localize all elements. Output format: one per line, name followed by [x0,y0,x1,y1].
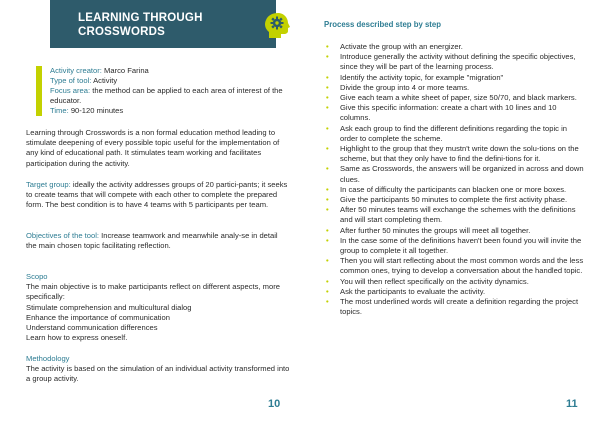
bullet-icon: • [326,52,329,62]
focus-label: Focus area: [50,86,91,95]
creator-value: Marco Farina [104,66,149,75]
time-label: Time: [50,106,69,115]
step-text: Ask each group to find the different definitions regarding the topic in order to complete the scheme. [340,123,567,143]
list-item [324,256,586,276]
bullet-icon: • [326,144,329,154]
step-text: After 50 minutes teams will exchange the schemes with the definitions and will start completing them. [340,205,576,225]
bullet-icon: • [326,72,329,82]
bullet-icon: • [326,42,329,51]
list-item [324,195,586,205]
scope-line: The main objective is to make participants reflect on different aspects, more specifically: [26,282,280,302]
step-text: You will then reflect specifically on the activity dynamics. [340,276,529,286]
bullet-icon: • [326,205,329,215]
tool-type-label: Type of tool: [50,76,92,85]
list-item [324,226,586,236]
list-item [324,297,586,317]
step-text: Give each team a white sheet of paper, size 50/70, and black markers. [340,93,577,103]
objectives-label: Objectives of the tool: [26,231,100,240]
scope-line: Learn how to express oneself. [26,333,128,343]
step-text: Identify the activity topic, for example "migration" [340,72,504,82]
focus-value: the method can be applied to each area of interest of the educator. [50,86,283,105]
list-item [324,93,586,103]
bullet-icon: • [326,195,329,205]
creator-line [50,66,305,76]
tool-type-line [50,76,305,86]
step-text: Then you will start reflecting about the most common words and the less common ones, trying to develop a conversation about the handled topic. [340,256,584,276]
methodology-text: The activity is based on the simulation of an individual activity transformed into a group activity. [26,364,290,384]
list-item [324,205,586,225]
list-item [324,73,586,83]
bullet-icon: • [326,103,329,113]
focus-line [50,86,305,106]
intro-paragraph: Learning through Crosswords is a non formal education method leading to stimulate deepening of every possible topic useful for the implementation of any kind of educational path. It stimulates team working and facilitates participation during the activity. [26,128,280,168]
bullet-icon: • [326,276,329,286]
bullet-icon: • [326,123,329,133]
step-text: Same as Crosswords, the answers will be organized in across and down clues. [340,164,584,184]
objectives-text: Increase teamwork and meanwhile analy-se in detail the main chosen topic facilitating reflection. [26,231,278,251]
list-item [324,103,586,123]
list-item [324,164,586,184]
target-group-label: Target group: [26,180,71,189]
list-item [324,185,586,195]
target-group-text: ideally the activity addresses groups of 20 partici-pants; it seeks to create teams that will compete with each other to complete the prepared form. The best condition is to have 4 teams with 5 participants per team. [26,180,288,210]
title-banner [50,0,276,48]
process-heading: Process described step by step [324,20,442,29]
bullet-icon: • [326,164,329,174]
tool-type-value: Activity [93,76,118,85]
list-item [324,83,586,93]
bullet-icon: • [326,93,329,103]
list-item [324,277,586,287]
list-item [324,144,586,164]
bullet-icon: • [326,256,329,266]
time-value: 90-120 minutes [70,106,124,115]
step-text: Give this specific information: create a chart with 10 lines and 10 columns. [340,103,557,123]
bullet-icon: • [326,225,329,235]
methodology-heading: Methodology [26,354,70,363]
step-text: Highlight to the group that they mustn't write down the solu-tions on the scheme, but that they only have to find the defini-tions for it. [340,144,579,164]
list-item [324,236,586,256]
list-item [324,124,586,144]
bullet-icon: • [326,286,329,296]
list-item [324,52,586,72]
list-item [324,287,586,297]
target-group-paragraph [26,180,290,211]
step-text: In case of difficulty the participants can blacken one or more boxes. [340,184,567,194]
step-text: Ask the participants to evaluate the activity. [340,286,486,296]
scope-heading: Scopo [26,272,48,281]
step-text: In the case some of the definitions haven't been found you will invite the group to complete it all together. [340,235,582,256]
methodology-section [26,354,290,385]
process-steps-list [324,42,586,317]
step-text: Divide the group into 4 or more teams. [340,82,470,92]
step-text: After further 50 minutes the groups will meet all together. [340,225,531,235]
step-text: The most underlined words will create a definition regarding the project topics. [340,297,579,317]
right-page [300,0,600,425]
page-title: LEARNING THROUGH CROSSWORDS [78,12,203,38]
step-text: Give the participants 50 minutes to complete the first activity phase. [340,195,568,205]
bullet-icon: • [326,235,329,245]
bullet-icon: • [326,82,329,92]
step-text: Introduce generally the activity without defining the specific objectives, since they will be part of the learning process. [340,52,576,72]
time-line [50,106,305,116]
page-number-left: 10 [268,398,281,410]
step-text: Activate the group with an energizer. [340,42,463,51]
scope-line: Stimulate comprehension and multicultural dialog [26,302,192,312]
bullet-icon: • [326,297,329,307]
list-item [324,42,586,52]
gear-head-icon [261,10,291,40]
scope-line: Enhance the importance of communication [26,312,170,322]
scope-line: Understand communication differences [26,323,158,333]
page-number-right: 11 [566,398,578,410]
objectives-paragraph [26,231,290,251]
activity-info-box [36,66,305,116]
bullet-icon: • [326,184,329,194]
scope-section [26,272,290,343]
creator-label: Activity creator: [50,66,102,75]
